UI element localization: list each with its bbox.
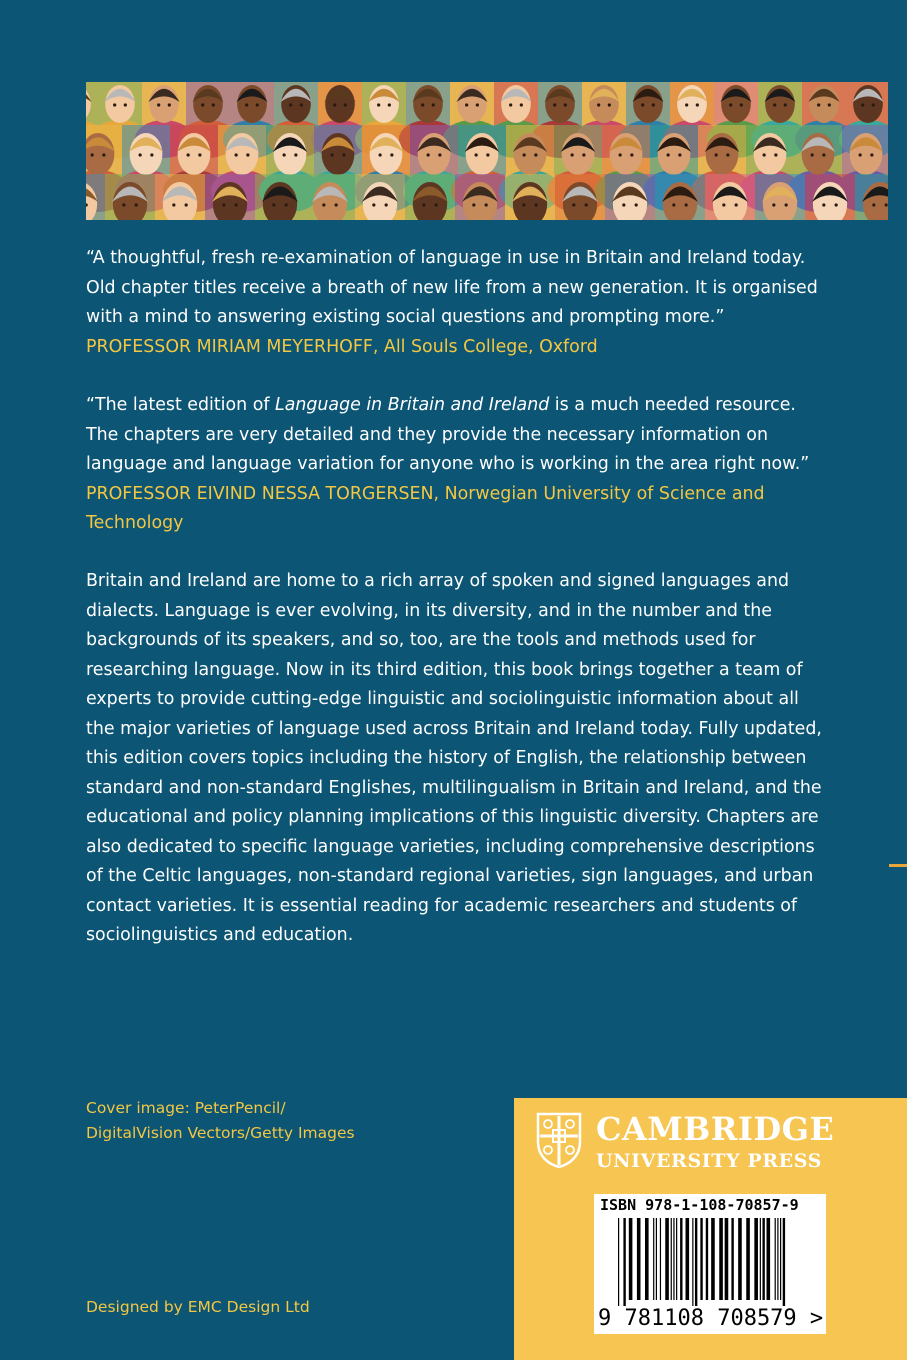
cover-illustration-banner xyxy=(86,82,888,220)
quote-1-name: PROFESSOR MIRIAM MEYERHOFF, xyxy=(86,336,379,357)
cover-image-credit xyxy=(86,1096,355,1145)
spine-marker xyxy=(889,864,907,867)
barcode-bars xyxy=(616,1218,816,1306)
isbn-label: ISBN 978-1-108-70857-9 xyxy=(600,1196,799,1214)
quote-2-institution: Norwegian University of Science and Technology xyxy=(86,483,765,533)
cover-credit-line-1: Cover image: PeterPencil/ xyxy=(86,1099,286,1117)
isbn-barcode xyxy=(594,1194,826,1334)
designer-credit: Designed by EMC Design Ltd xyxy=(86,1298,310,1316)
book-description: Britain and Ireland are home to a rich array of spoken and signed languages and dialects. Language is ever evolving, in its diversity, and in the number and the backgrounds of its speakers, and so, too, are the tools and methods used for researching language. Now in its third edition, this book brings together a team of experts to provide cutting-edge linguistic and sociolinguistic information about all the major varieties of language used across Britain and Ireland today. Fully updated, this edition covers topics including the history of English, the relationship between standard and non-standard Englishes, multilingualism in Britain and Ireland, and the educational and policy planning implications of this linguistic diversity. Chapters are also dedicated to specific language varieties, including comprehensive descriptions of the Celtic languages, non-standard regional varieties, sign languages, and urban contact varieties. It is essential reading for academic researchers and students of sociolinguistics and education. xyxy=(86,571,822,945)
quote-1-institution: All Souls College, Oxford xyxy=(383,336,598,357)
quote-2-attribution xyxy=(86,484,765,534)
cover-credit-line-2: DigitalVision Vectors/Getty Images xyxy=(86,1123,355,1142)
publisher-logo xyxy=(536,1110,836,1180)
barcode-digits: 9 781108 708579 > xyxy=(598,1306,824,1331)
quote-2-name: PROFESSOR EIVIND NESSA TORGERSEN, xyxy=(86,483,440,504)
publisher-name-line-2: UNIVERSITY PRESS xyxy=(596,1150,822,1172)
publisher-panel xyxy=(514,1098,907,1360)
quote-1-text: “A thoughtful, fresh re-examination of language in use in Britain and Ireland today. Old chapter titles receive a breath of new life from a new generation. It is organised with a mind to answering existing social questions and prompting more.” xyxy=(86,248,818,327)
quote-1-attribution xyxy=(86,337,598,357)
endorsement-quote-1 xyxy=(86,244,826,362)
quote-2-text-after: is a much needed resource. The chapters are very detailed and they provide the necessary information on language and language variation for anyone who is working in the area right now.” xyxy=(86,395,810,474)
publisher-name-line-1: CAMBRIDGE xyxy=(596,1110,835,1148)
crowd-illustration-icon xyxy=(86,82,888,220)
cambridge-shield-icon xyxy=(536,1112,582,1168)
quote-2-book-title: Language in Britain and Ireland xyxy=(275,395,550,415)
endorsement-quote-2 xyxy=(86,391,826,539)
quote-2-text-before: “The latest edition of xyxy=(86,395,275,415)
